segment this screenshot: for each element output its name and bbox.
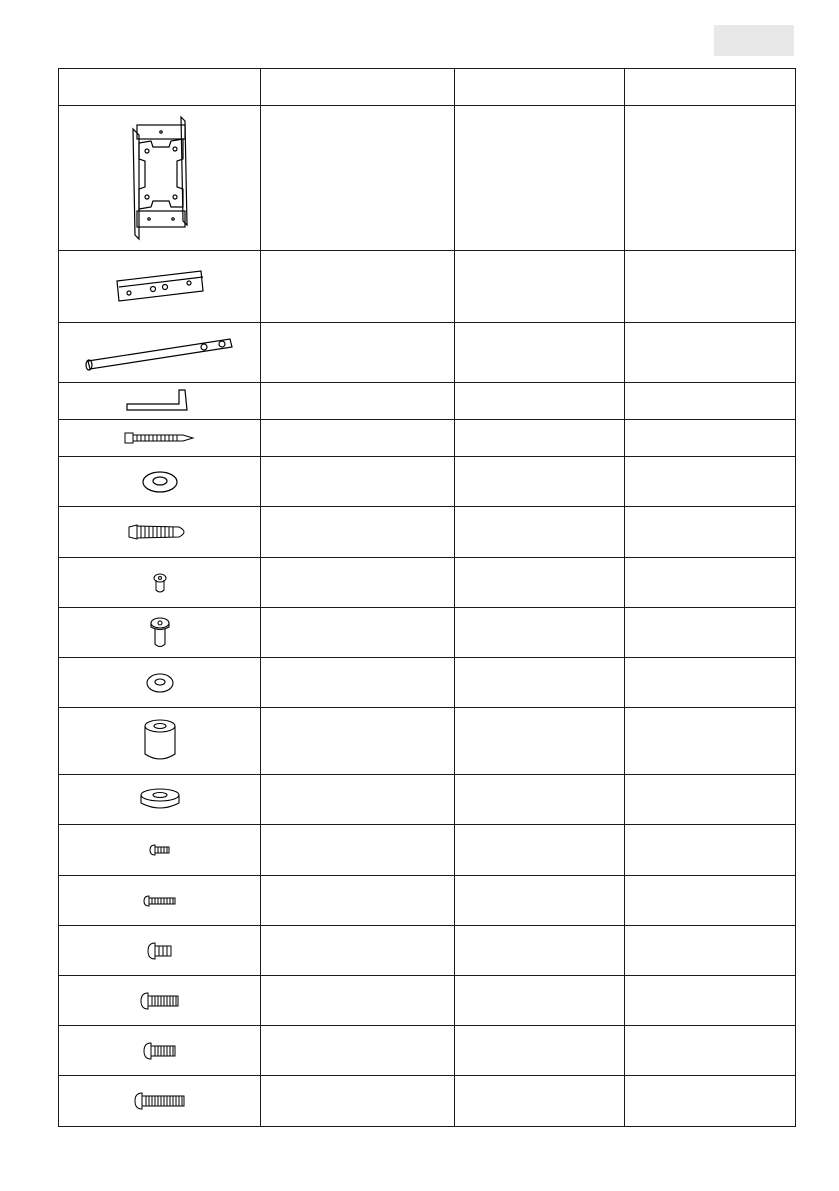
table-row — [59, 1076, 796, 1127]
screw-m4-long-icon — [143, 894, 177, 908]
table-row — [59, 323, 796, 383]
specification-cell — [455, 708, 625, 775]
header-quantity — [625, 69, 796, 106]
table-row — [59, 507, 796, 558]
quantity-cell — [625, 1076, 796, 1127]
quantity-cell — [625, 323, 796, 383]
table-row — [59, 420, 796, 457]
table-row — [59, 976, 796, 1026]
table-row — [59, 775, 796, 825]
quantity-cell — [625, 558, 796, 608]
quantity-cell — [625, 825, 796, 876]
description-cell — [261, 976, 455, 1026]
wall-plate-icon — [125, 115, 195, 241]
description-cell — [261, 323, 455, 383]
illustration-cell — [59, 558, 261, 608]
illustration-cell — [59, 1026, 261, 1076]
spacer-tall-icon — [140, 718, 180, 764]
small-washer-icon — [144, 672, 176, 694]
description-cell — [261, 106, 455, 251]
table-row — [59, 383, 796, 420]
illustration-cell — [59, 1076, 261, 1127]
parts-list-table — [58, 68, 796, 1127]
quantity-cell — [625, 926, 796, 976]
header-illustration — [59, 69, 261, 106]
specification-cell — [455, 1026, 625, 1076]
description-cell — [261, 708, 455, 775]
description-cell — [261, 383, 455, 420]
illustration-cell — [59, 976, 261, 1026]
specification-cell — [455, 323, 625, 383]
small-screw-icon — [152, 572, 168, 594]
specification-cell — [455, 106, 625, 251]
illustration-cell — [59, 507, 261, 558]
wall-anchor-icon — [127, 522, 193, 542]
illustration-cell — [59, 775, 261, 825]
description-cell — [261, 926, 455, 976]
bracket-bar-icon — [115, 267, 205, 307]
lag-bolt-icon — [123, 430, 197, 446]
safety-bar-icon — [80, 333, 240, 373]
screw-m8-short-icon — [143, 1041, 177, 1061]
hex-key-icon — [125, 388, 195, 414]
screw-m6-long-icon — [140, 991, 180, 1011]
header-specification — [455, 69, 625, 106]
illustration-cell — [59, 251, 261, 323]
specification-cell — [455, 775, 625, 825]
large-washer-icon — [140, 470, 180, 494]
language-tab — [714, 25, 794, 56]
table-row — [59, 658, 796, 708]
table-row — [59, 1026, 796, 1076]
quantity-cell — [625, 708, 796, 775]
quantity-cell — [625, 608, 796, 658]
quantity-cell — [625, 876, 796, 926]
description-cell — [261, 251, 455, 323]
description-cell — [261, 825, 455, 876]
table-row — [59, 106, 796, 251]
table-row — [59, 251, 796, 323]
header-description — [261, 69, 455, 106]
table-row — [59, 876, 796, 926]
description-cell — [261, 775, 455, 825]
illustration-cell — [59, 876, 261, 926]
illustration-cell — [59, 608, 261, 658]
quantity-cell — [625, 976, 796, 1026]
description-cell — [261, 1026, 455, 1076]
illustration-cell — [59, 106, 261, 251]
table-row — [59, 558, 796, 608]
socket-bolt-icon — [149, 616, 171, 650]
spacer-short-icon — [138, 787, 182, 813]
quantity-cell — [625, 1026, 796, 1076]
quantity-cell — [625, 457, 796, 507]
description-cell — [261, 507, 455, 558]
specification-cell — [455, 976, 625, 1026]
quantity-cell — [625, 383, 796, 420]
table-row — [59, 457, 796, 507]
specification-cell — [455, 457, 625, 507]
illustration-cell — [59, 926, 261, 976]
quantity-cell — [625, 507, 796, 558]
description-cell — [261, 457, 455, 507]
illustration-cell — [59, 658, 261, 708]
screw-m8-long-icon — [134, 1091, 186, 1111]
description-cell — [261, 876, 455, 926]
quantity-cell — [625, 420, 796, 457]
quantity-cell — [625, 106, 796, 251]
quantity-cell — [625, 251, 796, 323]
table-row — [59, 825, 796, 876]
specification-cell — [455, 420, 625, 457]
table-header-row — [59, 69, 796, 106]
description-cell — [261, 658, 455, 708]
specification-cell — [455, 1076, 625, 1127]
table-row — [59, 926, 796, 976]
specification-cell — [455, 876, 625, 926]
specification-cell — [455, 251, 625, 323]
illustration-cell — [59, 708, 261, 775]
specification-cell — [455, 825, 625, 876]
description-cell — [261, 608, 455, 658]
screw-m4-short-icon — [149, 843, 171, 857]
description-cell — [261, 558, 455, 608]
specification-cell — [455, 926, 625, 976]
specification-cell — [455, 658, 625, 708]
description-cell — [261, 420, 455, 457]
quantity-cell — [625, 775, 796, 825]
table-row — [59, 608, 796, 658]
specification-cell — [455, 558, 625, 608]
table-row — [59, 708, 796, 775]
specification-cell — [455, 383, 625, 420]
specification-cell — [455, 608, 625, 658]
illustration-cell — [59, 383, 261, 420]
illustration-cell — [59, 323, 261, 383]
description-cell — [261, 1076, 455, 1127]
specification-cell — [455, 507, 625, 558]
illustration-cell — [59, 457, 261, 507]
screw-m6-short-icon — [147, 941, 173, 961]
illustration-cell — [59, 825, 261, 876]
illustration-cell — [59, 420, 261, 457]
quantity-cell — [625, 658, 796, 708]
